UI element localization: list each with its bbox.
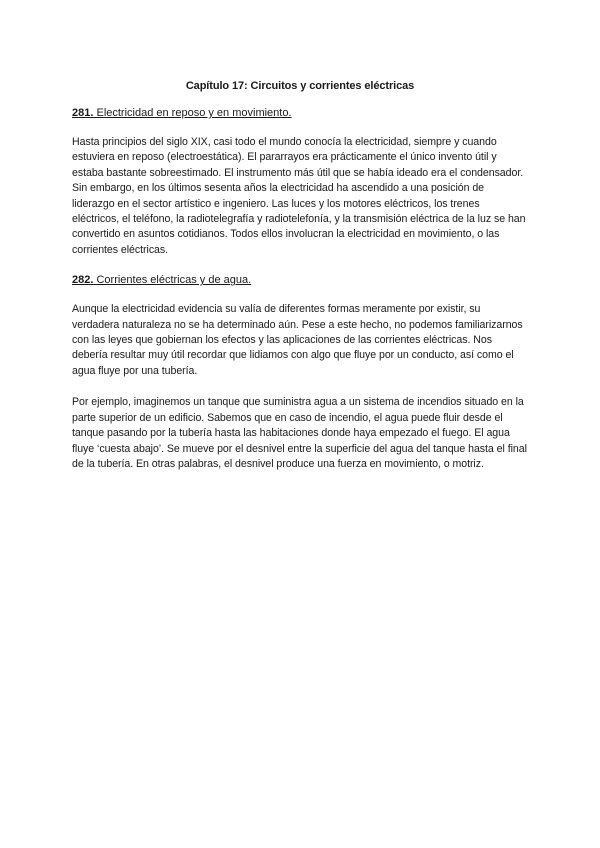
section-title: Corrientes eléctricas y de agua. <box>93 274 252 287</box>
document-page <box>72 80 528 488</box>
paragraph: Aunque la electricidad evidencia su valía de diferentes formas meramente por existir, su verdadera naturaleza no se ha determinado aún. Pese a este hecho, no podemos familiarizarnos con las leyes que gobiernan los efectos y las aplicaciones de las corrientes eléctricas. Nos debería resultar muy útil recordar que lidiamos con algo que fluye por un conducto, así como el agua fluye por una tubería. <box>72 303 523 377</box>
section-heading-282 <box>72 274 528 286</box>
section-number: 281. <box>72 107 94 119</box>
paragraph: Hasta principios del siglo XIX, casi todo el mundo conocía la electricidad, siempre y cuando estuviera en reposo (electroestática). El pararrayos era prácticamente el único invento útil y estaba bastante sobreestimado. El instrumento más útil que se había ideado era el condensador. Sin embargo, en los últimos sesenta años la electricidad ha ascendido a una posición de liderazgo en el sector artístico e ingeniero. Las luces y los motores eléctricos, los trenes eléctricos, el teléfono, la radiotelegrafía y radiotelefonía, y la transmisión eléctrica de la luz se han convertido en asuntos cotidianos. Todos ellos involucran la electricidad en movimiento, o las corrientes eléctricas. <box>72 136 526 256</box>
paragraph: Por ejemplo, imaginemos un tanque que suministra agua a un sistema de incendios situado en la parte superior de un edificio. Sabemos que en caso de incendio, el agua puede fluir desde el tanque pasando por la tubería hasta las habitaciones donde haya empezado el fuego. El agua fluye ‘cuesta abajo’. Se mueve por el desnivel entre la superficie del agua del tanque hasta el final de la tubería. En otras palabras, el desnivel produce una fuerza en movimiento, o motriz. <box>72 396 527 470</box>
chapter-title: Capítulo 17: Circuitos y corrientes eléctricas <box>185 80 415 92</box>
section-number: 282. <box>72 274 94 287</box>
section-title: Electricidad en reposo y en movimiento. <box>93 107 292 119</box>
section-heading-281 <box>72 107 528 119</box>
